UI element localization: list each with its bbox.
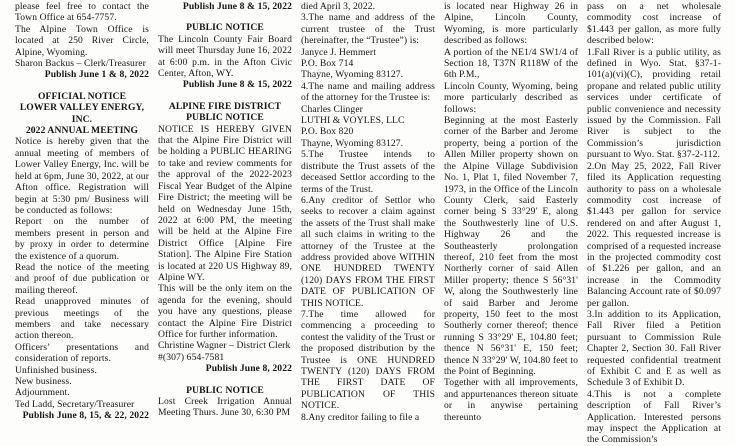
notice-paragraph: Ted Ladd, Secretary/Treasurer xyxy=(15,398,135,410)
notice-paragraph: This will be the only item on the agenda for the evening, should you have any questions, please contact the Alpine Fire District Office for further information. xyxy=(158,283,292,340)
publish-line: Publish June 8 & 15, 2022 xyxy=(182,79,292,91)
notice-paragraph: Unfinished business. xyxy=(15,364,97,376)
notice-paragraph: Lost Creek Irrigation Annual Meeting Thurs. June 30, 6:30 PM xyxy=(158,396,292,419)
notice-paragraph: A portion of the NE1/4 SW1/4 of Section 18, T37N R118W of the 6th P.M., xyxy=(444,46,578,81)
publish-line: Publish June 1 & 8, 2022 xyxy=(44,69,149,81)
notice-heading: PUBLIC NOTICE xyxy=(186,22,264,34)
notice-paragraph: LUTHI & VOYLES, LLC xyxy=(301,115,405,127)
notice-paragraph: Read unapproved minutes of previous meetings of the members and take necessary action thereon. xyxy=(15,296,149,342)
notice-paragraph: P.O. Box 714 xyxy=(301,58,354,70)
notice-paragraph: Officers’ presentations and consideration of reports. xyxy=(15,341,149,365)
notice-column-3 xyxy=(301,1,435,446)
notice-paragraph: Charles Clinger xyxy=(301,103,363,115)
publish-line: Publish June 8, 2022 xyxy=(205,363,292,375)
notice-paragraph: 4.This is not a complete description of Fall River’s Application. Interested persons may inspect the Application at the Commission’s xyxy=(587,388,721,446)
notice-paragraph: Thayne, Wyoming 83127. xyxy=(301,137,404,149)
notice-heading: 2022 ANNUAL MEETING xyxy=(25,125,139,137)
notice-paragraph: Adjournment. xyxy=(15,387,70,399)
notice-paragraph: Read the notice of the meeting and proof of due publication or mailing thereof. xyxy=(15,261,149,296)
publish-line: Publish June 8, 15, & 22, 2022 xyxy=(22,410,149,422)
notice-heading: PUBLIC NOTICE xyxy=(186,112,264,124)
notice-paragraph: 1.Fall River is a public utility, as defined in Wyo. Stat. §37-1-101(a)(vi)(C), providing retail propane and related public utility services under certificate of public convenience and necessity issued by the Commission. Fall River is subject to the Commission’s jurisdiction pursuant to Wyo. Stat. §37-2-112. xyxy=(587,46,721,161)
notice-paragraph: 8.Any creditor failing to file a xyxy=(301,411,420,423)
notice-heading: LOWER VALLEY ENERGY, INC. xyxy=(19,102,145,125)
notice-heading: PUBLIC NOTICE xyxy=(186,384,264,396)
notice-paragraph: 6.Any creditor of Settlor who seeks to recover a claim against the assets of the Trust shall make all such claims in writing to the attorney of the Trustee at the address provided above WITHIN ONE HUNDRED TWENTY (120) DAYS FROM THE FIRST DATE OF PUBLICATION OF THIS NOTICE. xyxy=(301,194,435,309)
notice-paragraph: NOTICE IS HEREBY GIVEN that the Alpine Fire District will be holding a PUBLIC HEARING to take and review comments for the approval of the 2022-2023 Fiscal Year Budget of the Alpine Fire District; the meeting will be held on Wednesday June 15th, 2022 at 6:00 PM, the meeting will be held at the Alpine Fire District Office [Alpine Fire Station]. The Alpine Fire Station is located at 220 US Highway 89, Alpine WY. xyxy=(158,123,292,283)
notice-paragraph: Report on the number of members present in person and by proxy in order to determine the existence of a quorum. xyxy=(15,216,149,262)
notice-separator xyxy=(15,81,149,91)
notice-paragraph: 4.The name and mailing address of the attorney for the Trustee is: xyxy=(301,80,435,104)
notice-paragraph: Lincoln County, Wyoming, being more particularly described as follows: xyxy=(444,80,578,115)
notice-paragraph: #(307) 654-7581 xyxy=(158,351,225,363)
notice-column-5 xyxy=(587,1,721,446)
notice-paragraph: please feel free to contact the Town Office at 654-7757. xyxy=(15,1,149,24)
notice-paragraph: Beginning at the most Easterly corner of the Barber and Jerome property, being a portion of the Allen Miller property shown on the Alpine Village Subdivision No. 1, Plat 1, filed November 7, 1973, in the Office of the Lincoln County Clerk, said Easterly corner being S 33°29' E, along the Southwesterly line of U.S. Highway 26 and the Southeasterly prolongation thereof, 210 feet from the most Northerly corner of said Allen Miller property; thence S 56°31' W, along the Southwesterly line of said Barber and Jerome property, 150 feet to the most Southerly corner thereof; thence running S 33°29' E, 104.80 feet; thence N 56°31' E, 150 feet; thence N 33°29' W, 104.80 feet to the Point of Beginning. xyxy=(444,115,578,377)
notice-paragraph: Thayne, Wyoming 83127. xyxy=(301,69,404,81)
publish-line: Publish June 8 & 15, 2022 xyxy=(182,1,292,12)
notice-separator xyxy=(158,12,292,22)
notice-paragraph: 5.The Trustee intends to distribute the Trust assets of the deceased Settlor according to the terms of the Trust. xyxy=(301,149,435,195)
notice-paragraph: 3.The name and address of the current trustee of the Trust (hereinafter, the “Trustee”) is: xyxy=(301,12,435,47)
notice-separator xyxy=(158,375,292,385)
notice-paragraph: Janyce J. Hemmert xyxy=(301,46,376,58)
notice-paragraph: 2.On May 25, 2022, Fall River filed its Application requesting authority to pass on a wholesale commodity cost increase of $1.443 per gallon for service rendered on and after August 1, 2022. This requested increase is comprised of a requested increase in the projected commodity cost of $1.226 per gallon, and an increase in the Commodity Balancing Account rate of $0.097 per gallon. xyxy=(587,160,721,309)
notice-paragraph: Notice is hereby given that the annual meeting of members of Lower Valley Energy, Inc. will be held at 6pm, June 30, 2022, at our Afton office. Registration will begin at 5:30 pm/ Business will be conducted as follows: xyxy=(15,136,149,216)
notice-separator xyxy=(158,91,292,101)
notice-paragraph: 7.The time allowed for commencing a proceeding to contest the validity of the Trust or the proposed distribution by the Trustee is ONE HUNDRED TWENTY (120) DAYS FROM THE FIRST DATE OF PUBLICATION OF THIS NOTICE. xyxy=(301,308,435,412)
notice-heading: OFFICIAL NOTICE xyxy=(37,90,127,102)
notice-paragraph: pass on a net wholesale commodity cost increase of $1.443 per gallon, as more fully described below: xyxy=(587,1,721,47)
notice-column-1 xyxy=(15,1,149,446)
notice-paragraph: Christine Wagner – District Clerk xyxy=(158,340,291,352)
notice-column-4 xyxy=(444,1,578,446)
notice-paragraph: Together with all improvements, and appurtenances thereon situate or in anywise pertaining thereunto xyxy=(444,377,578,423)
notice-paragraph: P.O. Box 820 xyxy=(301,126,354,138)
notice-paragraph: died April 3, 2022. xyxy=(301,1,376,12)
notice-paragraph: The Alpine Town Office is located at 250 River Circle, Alpine, Wyoming. xyxy=(15,23,149,58)
notice-column-2 xyxy=(158,1,292,446)
notice-paragraph: 3.In addition to its Application, Fall River filed a Petition pursuant to Commission Rule Chapter 2, Section 30. Fall River requested confidential treatment of Exhibit C and E as well as Schedule 3 of Exhibit D. xyxy=(587,308,721,389)
notice-heading: ALPINE FIRE DISTRICT xyxy=(168,100,282,112)
notice-paragraph: The Lincoln County Fair Board will meet Thursday June 16, 2022 at 6:00 p.m. in the Afton Civic Center, Afton, WY. xyxy=(158,33,292,80)
notice-paragraph: Sharon Backus – Clerk/Treasurer xyxy=(15,58,146,70)
notice-paragraph: New business. xyxy=(15,376,72,387)
notice-paragraph: is located near Highway 26 in Alpine, Lincoln County, Wyoming, is more particularly described as follows: xyxy=(444,1,578,47)
